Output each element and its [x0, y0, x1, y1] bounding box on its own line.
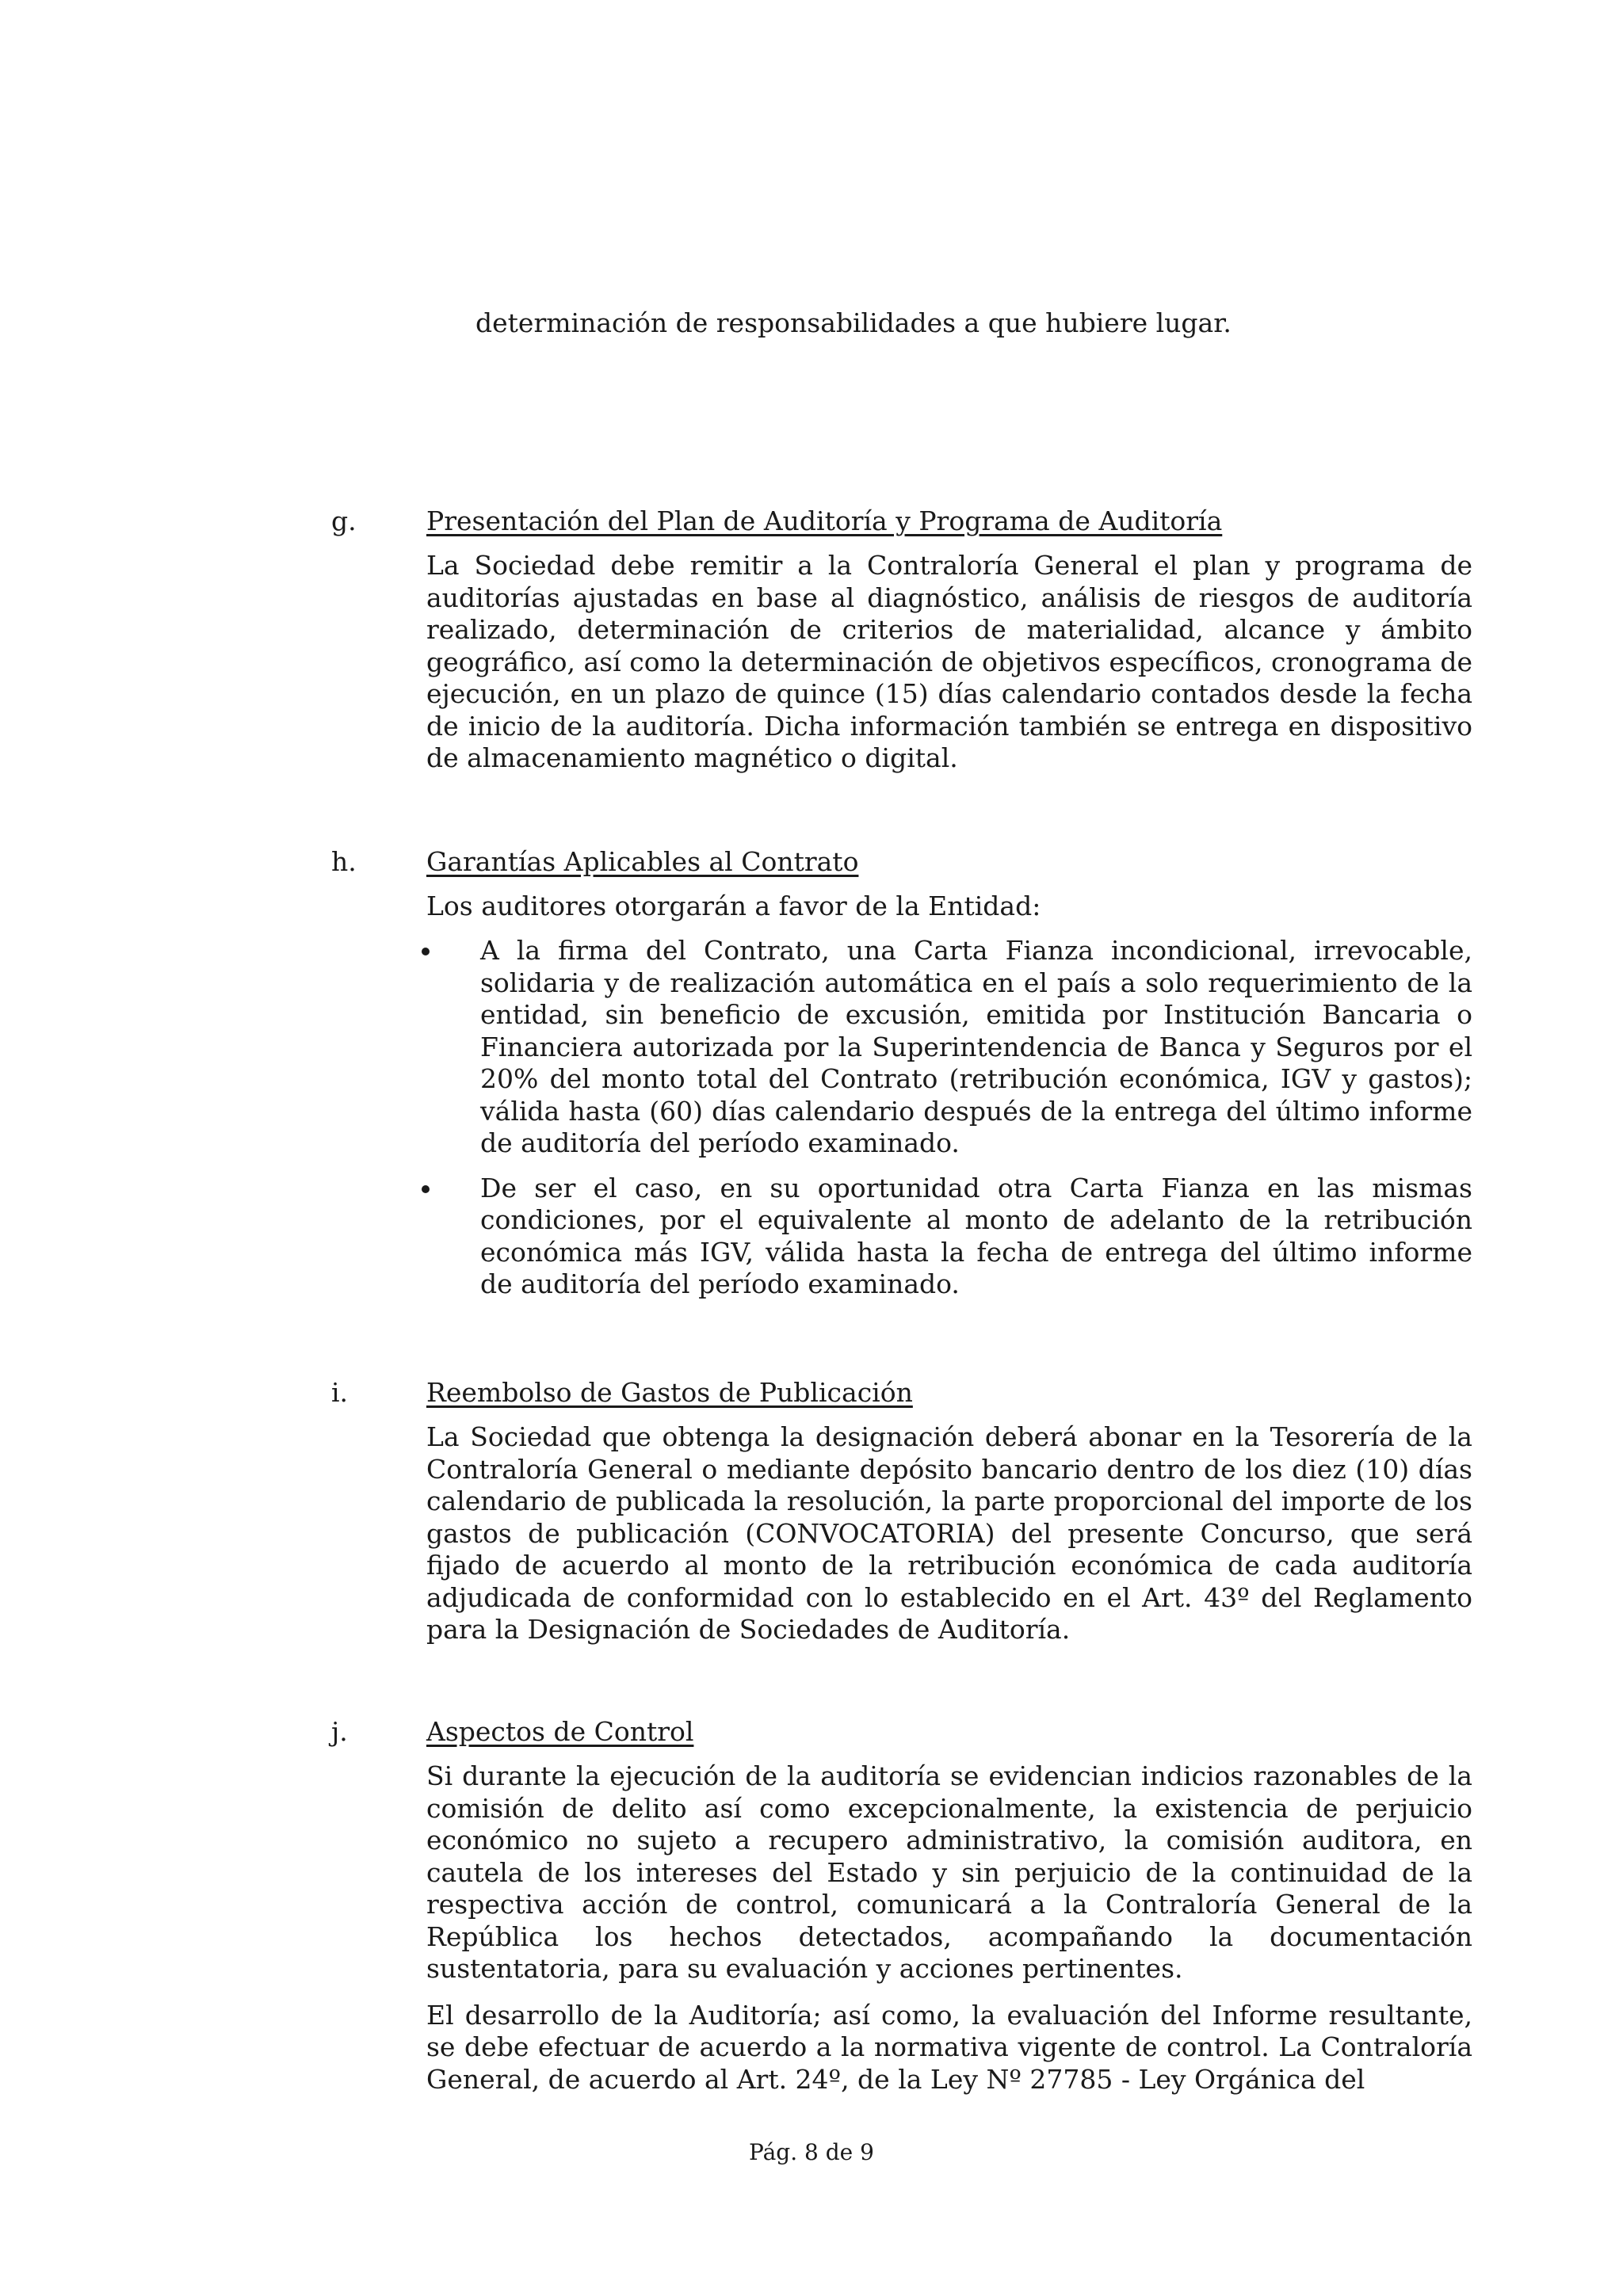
section-letter: h.: [331, 846, 357, 877]
list-item: [426, 1173, 1472, 1301]
section-paragraph: Si durante la ejecución de la auditoría se evidencian indicios razonables de la comisión de delito así como excepcionalmente, la existencia de perjuicio económico no sujeto a recupero administrativo, la comisión auditora, en cautela de los intereses del Estado y sin perjuicio de la continuidad de la respectiva acción de control, comunicará a la Contraloría General de la República los hechos detectados, acompañando la documentación sustentatoria, para su evaluación y acciones pertinentes.: [426, 1760, 1472, 1984]
section-title: Garantías Aplicables al Contrato: [426, 846, 859, 877]
section-paragraph: El desarrollo de la Auditoría; así como, la evaluación del Informe resultante, se debe efectuar de acuerdo a la normativa vigente de control. La Contraloría General, de acuerdo al Art. 24º, de la Ley Nº 27785 - Ley Orgánica del: [426, 1999, 1472, 2095]
list-item: [426, 935, 1472, 1160]
section-title: Aspectos de Control: [426, 1716, 694, 1747]
section-j: [331, 1716, 1472, 2110]
bullet-icon: [422, 948, 430, 955]
guarantee-list: [426, 935, 1472, 1301]
section-paragraph: La Sociedad debe remitir a la Contraloría General el plan y programa de auditorías ajustadas en base al diagnóstico, análisis de riesgos de auditoría realizado, determinación de criterios de materialidad, alcance y ámbito geográfico, así como la determinación de objetivos específicos, cronograma de ejecución, en un plazo de quince (15) días calendario contados desde la fecha de inicio de la auditoría. Dicha información también se entrega en dispositivo de almacenamiento magnético o digital.: [426, 550, 1472, 773]
section-letter: i.: [331, 1377, 349, 1408]
section-title: Presentación del Plan de Auditoría y Programa de Auditoría: [426, 505, 1223, 536]
section-letter: j.: [331, 1716, 348, 1747]
section-g: [331, 505, 1472, 789]
section-i: [331, 1377, 1472, 1661]
page-number: Pág. 8 de 9: [749, 2139, 874, 2165]
section-h: [331, 846, 1472, 1314]
section-intro: Los auditores otorgarán a favor de la Entidad:: [426, 891, 1041, 921]
section-title: Reembolso de Gastos de Publicación: [426, 1377, 913, 1408]
section-letter: g.: [331, 505, 357, 536]
bullet-icon: [422, 1185, 430, 1193]
list-item-text: De ser el caso, en su oportunidad otra Carta Fianza en las mismas condiciones, por el equivalente al monto de adelanto de la retribución económica más IGV, válida hasta la fecha de entrega del último informe de auditoría del período examinado.: [480, 1172, 1472, 1299]
section-paragraph: La Sociedad que obtenga la designación deberá abonar en la Tesorería de la Contraloría General o mediante depósito bancario dentro de los diez (10) días calendario de publicada la resolución, la parte proporcional del importe de los gastos de publicación (CONVOCATORIA) del presente Concurso, que será fijado de acuerdo al monto de la retribución económica de cada auditoría adjudicada de conformidad con lo establecido en el Art. 43º del Reglamento para la Designación de Sociedades de Auditoría.: [426, 1421, 1472, 1645]
continuation-text: determinación de responsabilidades a que hubiere lugar.: [475, 307, 1232, 338]
list-item-text: A la firma del Contrato, una Carta Fianza incondicional, irrevocable, solidaria y de realización automática en el país a solo requerimiento de la entidad, sin beneficio de excusión, emitida por Institución Bancaria o Financiera autorizada por la Superintendencia de Banca y Seguros por el 20% del monto total del Contrato (retribución económica, IGV y gastos); válida hasta (60) días calendario después de la entrega del último informe de auditoría del período examinado.: [480, 935, 1472, 1158]
